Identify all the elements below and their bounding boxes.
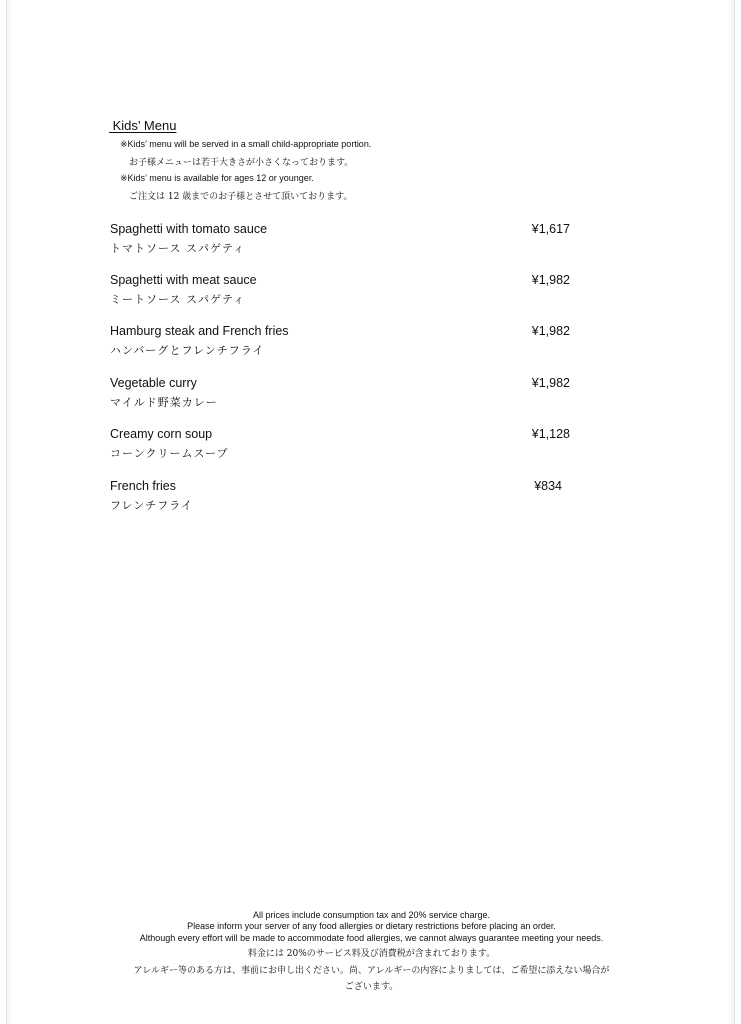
menu-item — [110, 427, 570, 467]
item-price: ¥1,982 — [531, 324, 570, 338]
menu-item — [110, 479, 570, 519]
footer-allergy-guarantee: Although every effort will be made to accommodate food allergies, we cannot always guarantee meeting your needs. — [139, 933, 604, 943]
item-price: ¥1,982 — [531, 376, 570, 390]
footer-allergy-inform: Please inform your server of any food allergies or dietary restrictions before placing an order. — [187, 921, 556, 931]
footer-tax-note-jp: 料金には 20%のサービス料及び消費税が含まれております。 — [247, 949, 496, 959]
page-edge-left — [7, 0, 13, 1024]
menu-page — [6, 0, 735, 1024]
item-name-jp: ミートソース スパゲティ — [110, 293, 246, 306]
item-price: ¥1,128 — [531, 427, 570, 441]
menu-title: Kids’ Menu — [109, 118, 177, 133]
item-name: Vegetable curry — [110, 376, 197, 390]
footer-allergy-note-jp: アレルギー等のある方は、事前にお申し出ください。尚、アレルギーの内容によりましては、ご希望に添えない場合が — [133, 966, 610, 976]
item-name: Creamy corn soup — [110, 427, 213, 441]
item-price: ¥1,982 — [531, 273, 570, 287]
menu-item — [110, 273, 570, 313]
item-name: Spaghetti with tomato sauce — [110, 222, 268, 236]
note-portion-en: ※Kids’ menu will be served in a small child-appropriate portion. — [120, 139, 372, 149]
item-name-jp: ハンバーグとフレンチフライ — [110, 344, 265, 357]
note-age-en: ※Kids’ menu is available for ages 12 or younger. — [120, 173, 314, 183]
item-name-jp: コーンクリームスープ — [110, 447, 229, 460]
item-name: Hamburg steak and French fries — [110, 324, 289, 338]
item-price: ¥1,617 — [531, 222, 570, 236]
item-name-jp: フレンチフライ — [110, 499, 193, 512]
item-price: ¥834 — [534, 479, 562, 493]
footer-allergy-note-jp-cont: ございます。 — [344, 982, 399, 992]
note-age-jp: ご注文は 12 歳までのお子様とさせて頂いております。 — [129, 192, 353, 202]
menu-item — [110, 324, 570, 364]
item-name: French fries — [110, 479, 176, 493]
item-name-jp: マイルド野菜カレー — [110, 396, 218, 409]
menu-item — [110, 222, 570, 262]
item-name-jp: トマトソース スパゲティ — [110, 242, 246, 255]
item-name: Spaghetti with meat sauce — [110, 273, 257, 287]
footer-tax-note: All prices include consumption tax and 20% service charge. — [252, 910, 491, 920]
menu-item — [110, 376, 570, 416]
page-edge-right — [728, 0, 734, 1024]
note-portion-jp: お子様メニューは若干大きさが小さくなっております。 — [129, 158, 354, 168]
